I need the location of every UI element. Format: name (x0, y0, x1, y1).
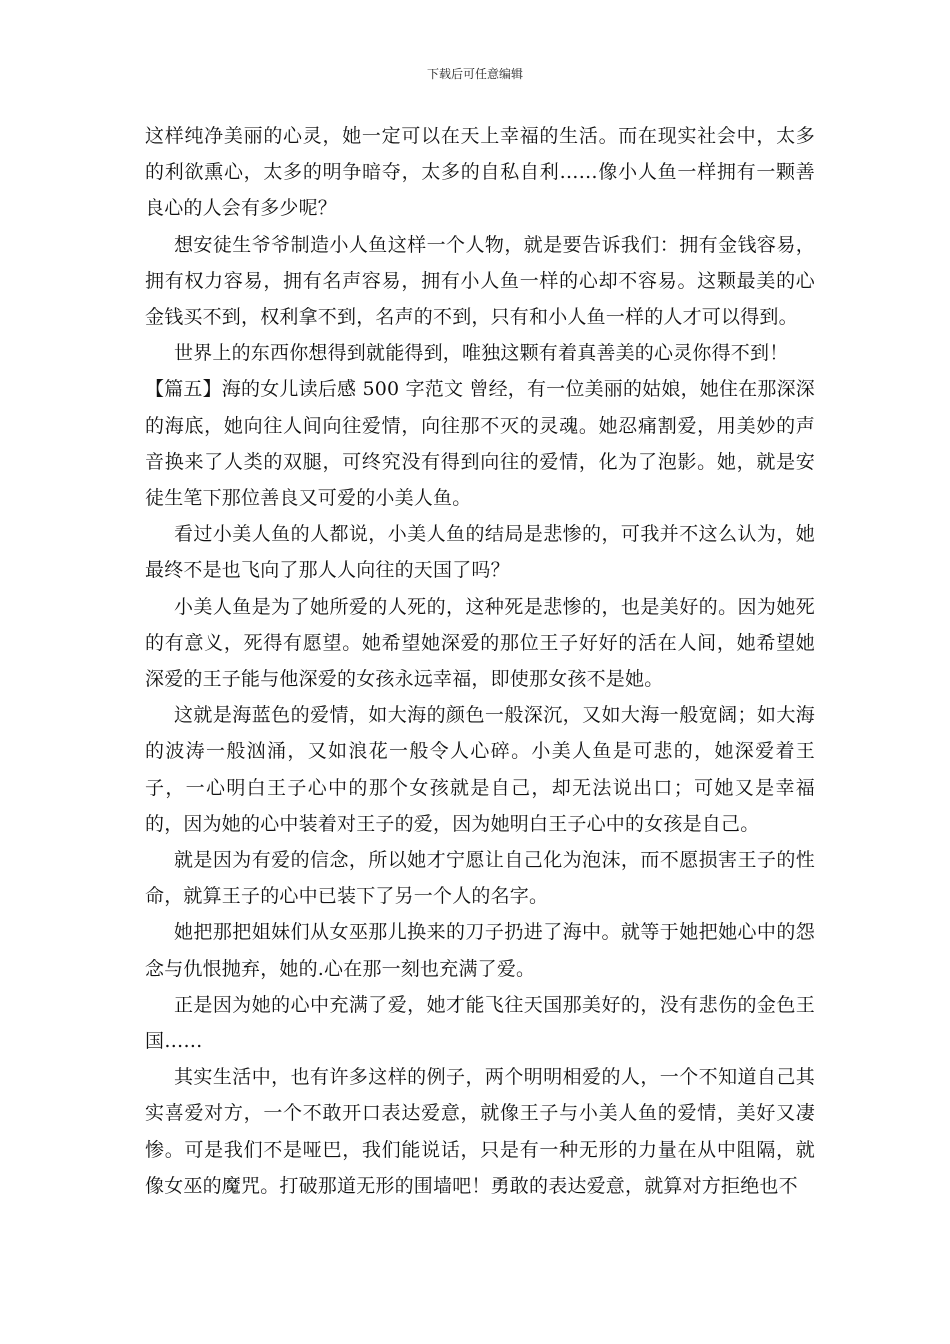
document-body (145, 118, 815, 1204)
paragraph: 她把那把姐妹们从女巫那儿换来的刀子扔进了海中。就等于她把她心中的怨念与仇恨抛弃，她的.心在那一刻也充满了爱。 (145, 921, 815, 980)
paragraph-continuation: 这样纯净美丽的心灵，她一定可以在天上幸福的生活。而在现实社会中，太多的利欲熏心，太多的明争暗夺，太多的自私自利……像小人鱼一样拥有一颗善良心的人会有多少呢？ (145, 125, 815, 220)
paragraph: 就是因为有爱的信念，所以她才宁愿让自己化为泡沫，而不愿损害王子的性命，就算王子的心中已装下了另一个人的名字。 (145, 849, 815, 908)
paragraph: 小美人鱼是为了她所爱的人死的，这种死是悲惨的，也是美好的。因为她死的有意义，死得有愿望。她希望她深爱的那位王子好好的活在人间，她希望她深爱的王子能与他深爱的女孩永远幸福，即使那女孩不是她。 (145, 595, 815, 691)
paragraph: 其实生活中，也有许多这样的例子，两个明明相爱的人，一个不知道自己其实喜爱对方，一个不敢开口表达爱意，就像王子与小美人鱼的爱情，美好又凄惨。可是我们不是哑巴，我们能说话，只是有一种无形的力量在从中阻隔，就像女巫的魔咒。打破那道无形的围墙吧！勇敢的表达爱意，就算对方拒绝也不 (145, 1066, 815, 1197)
paragraph: 看过小美人鱼的人都说，小美人鱼的结局是悲惨的，可我并不这么认为，她最终不是也飞向了那人人向往的天国了吗？ (145, 523, 815, 582)
page-header-note: 下载后可任意编辑 (426, 67, 523, 81)
paragraph: 想安徒生爷爷制造小人鱼这样一个人物，就是要告诉我们：拥有金钱容易，拥有权力容易，拥有名声容易，拥有小人鱼一样的心却不容易。这颗最美的心金钱买不到，权利拿不到，名声的不到，只有和小人鱼一样的人才可以得到。 (145, 233, 815, 329)
section-heading-paragraph: 【篇五】海的女儿读后感 500 字范文 曾经，有一位美丽的姑娘，她住在那深深的海底，她向往人间向往爱情，向往那不灭的灵魂。她忍痛割爱，用美妙的声音换来了人类的双腿，可终究没有得到向往的爱情，化为了泡影。她，就是安徒生笔下那位善良又可爱的小美人鱼。 (145, 378, 815, 510)
paragraph: 这就是海蓝色的爱情，如大海的颜色一般深沉，又如大海一般宽阔；如大海的波涛一般汹涌，又如浪花一般令人心碎。小美人鱼是可悲的，她深爱着王子，一心明白王子心中的那个女孩就是自己，却无法说出口；可她又是幸福的，因为她的心中装着对王子的爱，因为她明白王子心中的女孩是自己。 (145, 704, 815, 835)
paragraph: 正是因为她的心中充满了爱，她才能飞往天国那美好的，没有悲伤的金色王国…… (145, 993, 815, 1053)
paragraph: 世界上的东西你想得到就能得到，唯独这颗有着真善美的心灵你得不到！ (174, 342, 789, 365)
